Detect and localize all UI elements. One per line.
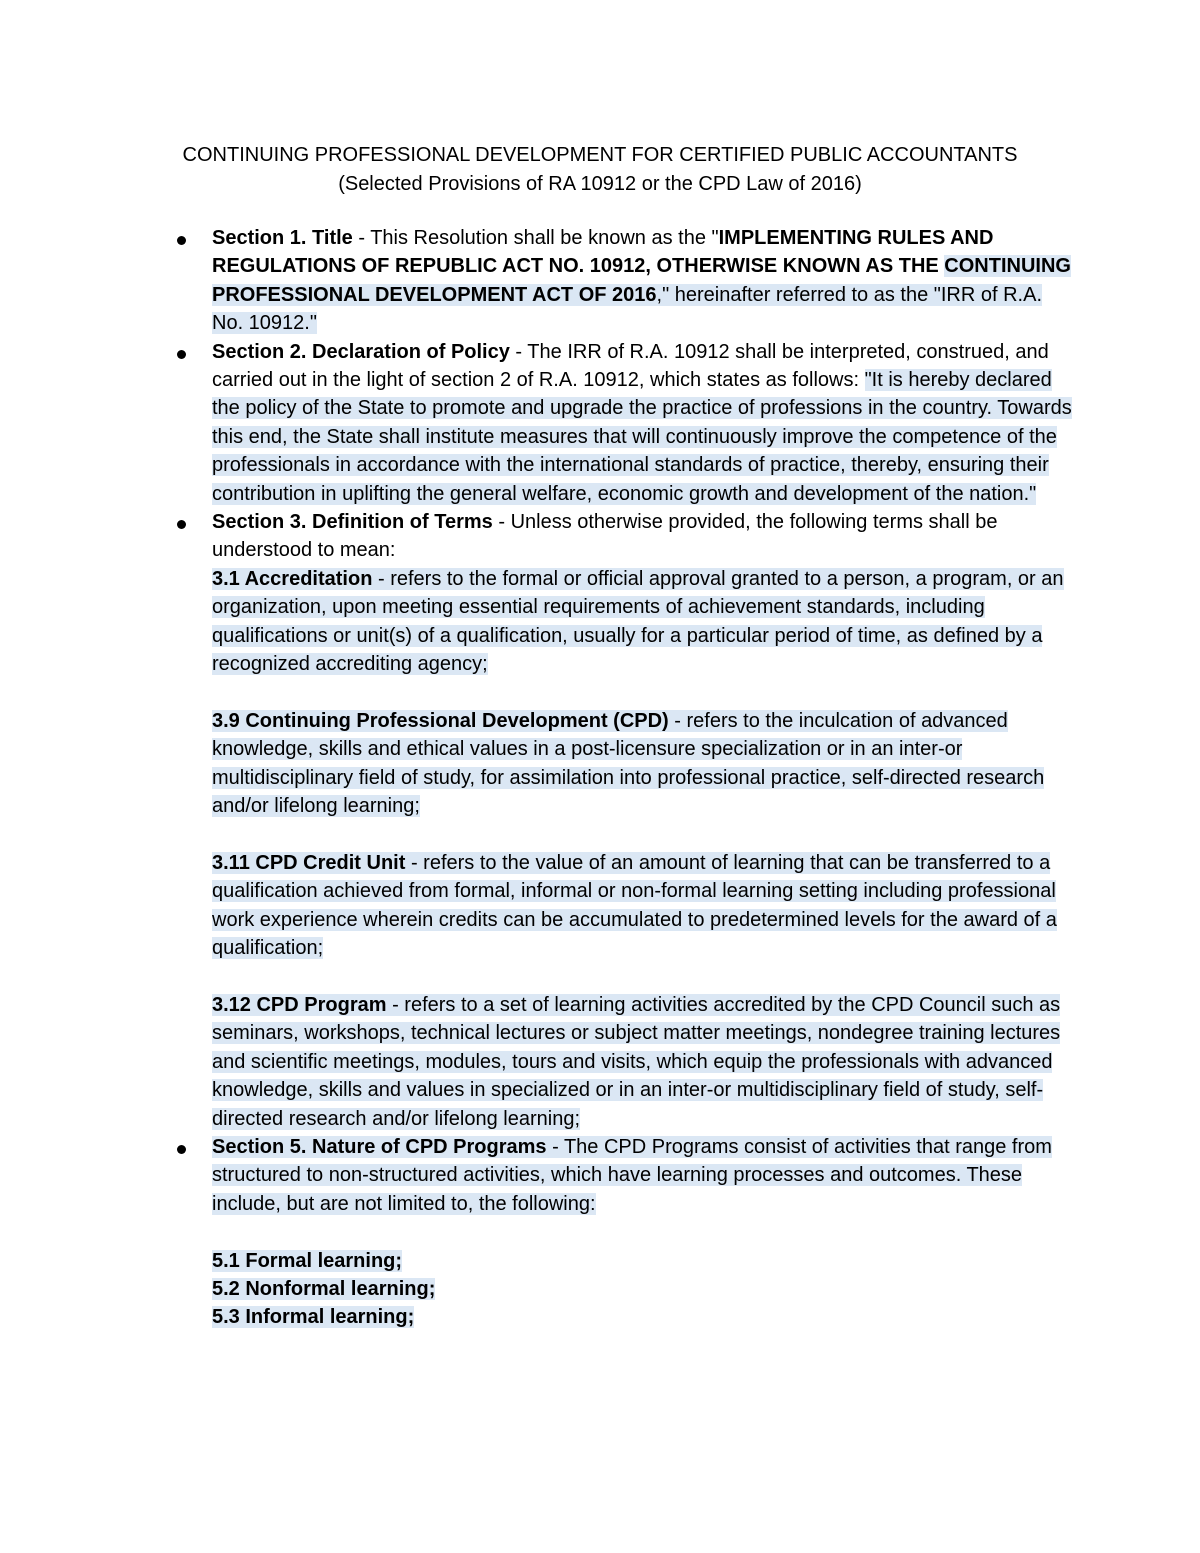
section-heading: Section 1. Title (212, 227, 353, 249)
bullet-icon (177, 350, 186, 359)
dash: - (509, 340, 528, 363)
document-body (212, 224, 1072, 1332)
section-text: Unless otherwise provided, the following terms shall be (510, 511, 998, 534)
term-cpd-credit-unit (212, 849, 1072, 963)
bullet-icon (177, 520, 186, 529)
section-1-title (212, 224, 1072, 338)
dash: - (352, 227, 371, 249)
term-cpd (212, 707, 1072, 821)
learning-type-item: 5.3 Informal learning; (212, 1306, 415, 1329)
section-text: The CPD Programs consist of activities that range from structured to non-structured activities, which have learning processes and outcomes. These include, but are not limited to, the following: (212, 1135, 1052, 1215)
term-label: 3.11 CPD Credit Unit (212, 851, 406, 874)
term-definition: - refers to the value of an amount of learning that can be transferred to a qualification achieved from formal, informal or non-formal learning setting including professional work experience wherein credits can be accumulated to predetermined levels for the award of a qualification; (212, 851, 1057, 960)
term-label: 3.9 Continuing Professional Development (CPD) (212, 709, 669, 732)
section-text-tail: ," hereinafter referred to as the "IRR of R.A. No. 10912." (212, 283, 1043, 335)
term-definition: - refers to the formal or official approval granted to a person, a program, or an organization, upon meeting essential requirements of achievement standards, including qualifications or unit(s) of a qualification, usually for a particular period of time, as defined by a recognized accrediting agency; (212, 567, 1064, 676)
section-heading: Section 3. Definition of Terms (212, 511, 493, 534)
section-2-declaration-of-policy (212, 338, 1072, 508)
policy-quote: "It is hereby declared the policy of the State to promote and upgrade the practice of professions in the country. Towards this end, the State shall institute measures that will continuously improve the competence of the professionals in accordance with the international standards of practice, thereby, ensuring their contribution in uplifting the general welfare, economic growth and development of the nation." (212, 369, 1072, 505)
section-list (212, 224, 1072, 1332)
act-name-bold: CONTINUING PROFESSIONAL DEVELOPMENT ACT OF 2016 (212, 255, 1071, 306)
section-text: This Resolution shall be known as the " (370, 227, 719, 249)
irr-name-bold: IMPLEMENTING RULES AND REGULATIONS OF REPUBLIC ACT NO. 10912, OTHERWISE KNOWN AS THE (212, 227, 994, 278)
term-label: 3.1 Accreditation (212, 567, 373, 590)
section-5-nature-of-cpd-programs (212, 1133, 1072, 1332)
section-heading: Section 2. Declaration of Policy (212, 340, 510, 363)
learning-type-item: 5.2 Nonformal learning; (212, 1277, 436, 1300)
learning-type-item: 5.1 Formal learning; (212, 1249, 403, 1272)
section-text-continued: understood to mean: (212, 539, 396, 562)
document-subtitle: (Selected Provisions of RA 10912 or the CPD Law of 2016) (338, 172, 862, 195)
term-definition: - refers to a set of learning activities accredited by the CPD Council such as seminars, workshops, technical lectures or subject matter meetings, nondegree training lectures and scientific meetings, modules, tours and visits, which equip the professionals with advanced knowledge, skills and values in specialized or in an inter-or multidisciplinary field of study, self-directed research and/or lifelong learning; (212, 993, 1061, 1130)
term-label: 3.12 CPD Program (212, 993, 387, 1016)
dash: - (546, 1135, 564, 1158)
dash: - (492, 511, 511, 534)
term-definition: - refers to the inculcation of advanced knowledge, skills and ethical values in a post-licensure specialization or in an inter-or multidisciplinary field of study, for assimilation into professional practice, self-directed research and/or lifelong learning; (212, 709, 1045, 818)
section-3-definition-of-terms (212, 508, 1072, 1133)
learning-type-list (212, 1247, 1072, 1332)
term-accreditation (212, 565, 1072, 679)
document-title: CONTINUING PROFESSIONAL DEVELOPMENT FOR CERTIFIED PUBLIC ACCOUNTANTS (182, 144, 1018, 166)
section-text: The IRR of R.A. 10912 shall be interpreted, construed, and carried out in the light of section 2 of R.A. 10912, which states as follows: (212, 340, 1049, 392)
term-cpd-program (212, 991, 1072, 1133)
bullet-icon (177, 236, 186, 245)
document-header (0, 141, 1200, 198)
section-heading: Section 5. Nature of CPD Programs (212, 1135, 547, 1158)
bullet-icon (177, 1145, 186, 1154)
